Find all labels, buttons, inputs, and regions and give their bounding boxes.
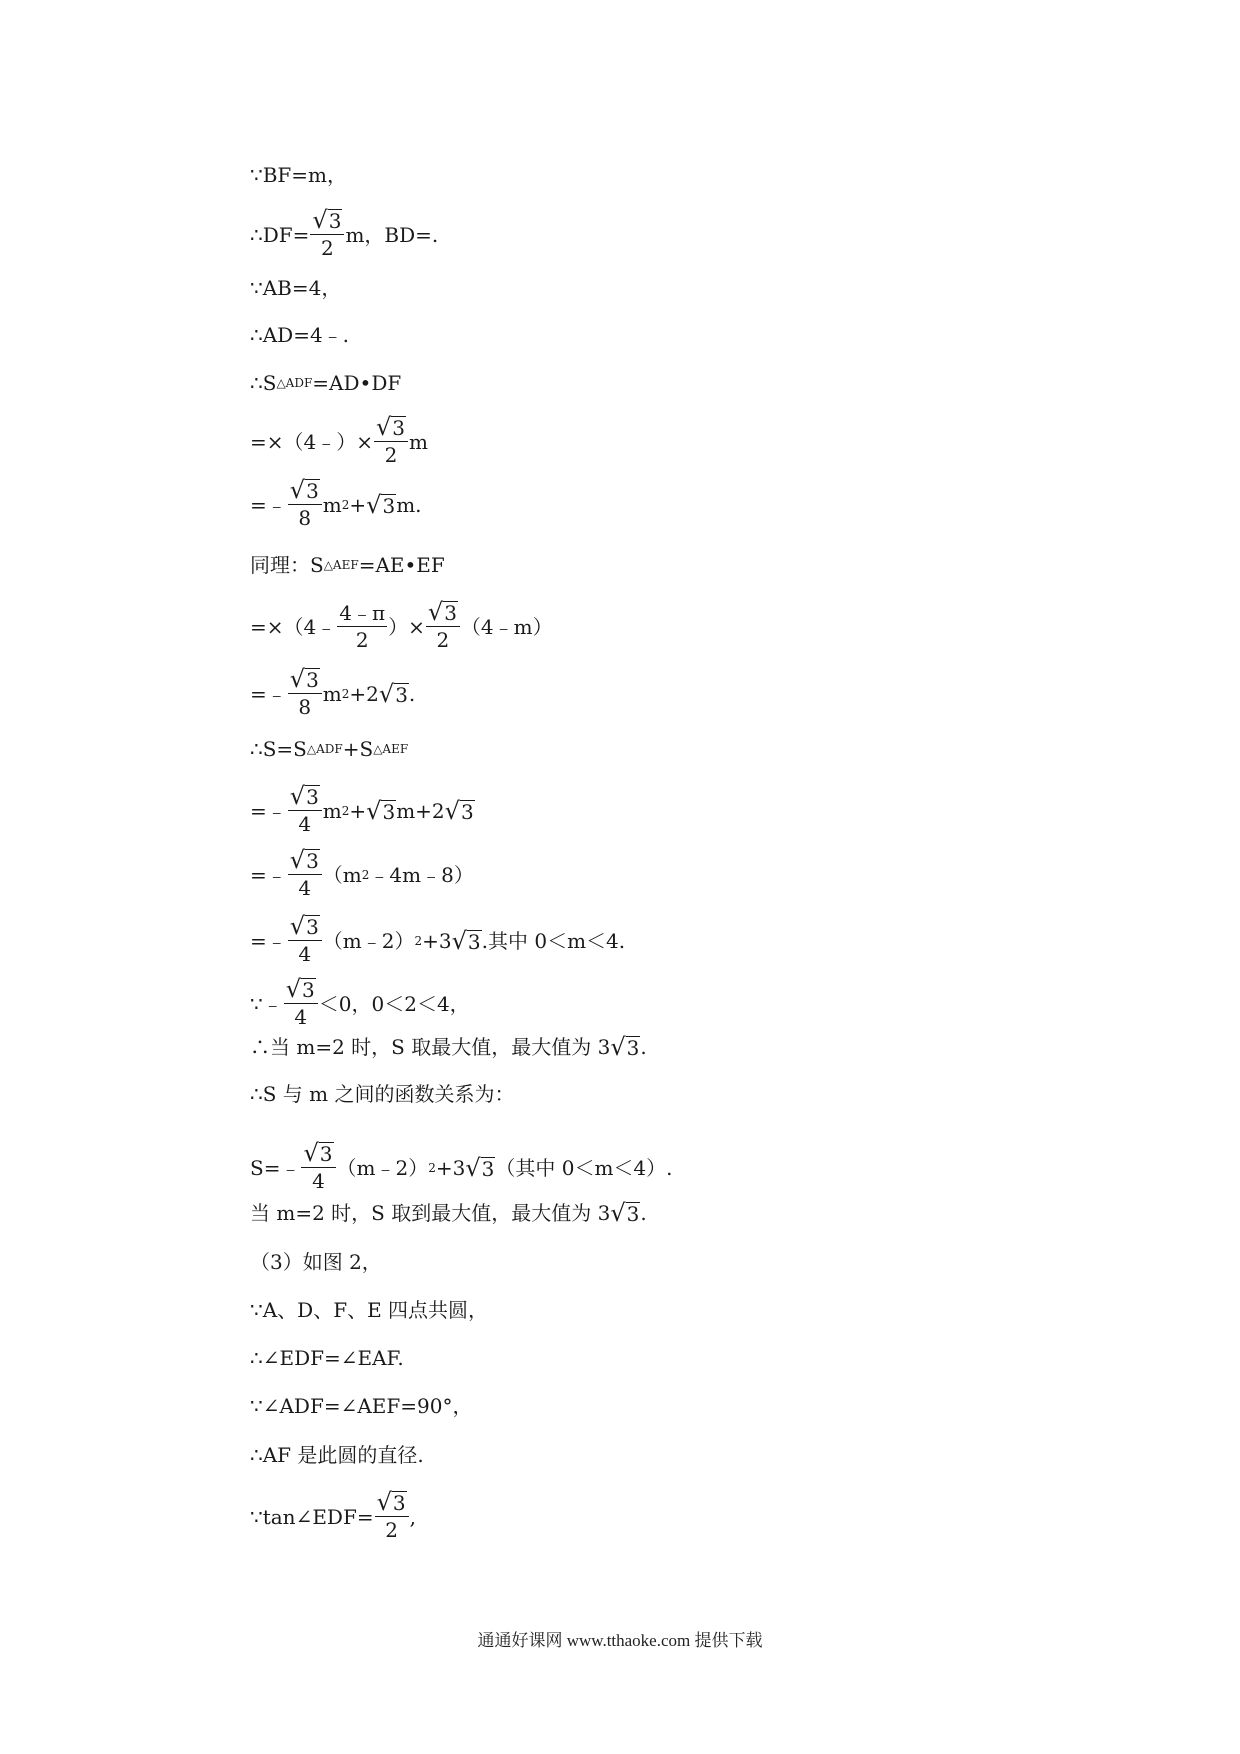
text: ∵A、D、F、E 四点共圆，: [250, 1298, 489, 1322]
radicand: 3: [306, 915, 319, 939]
line-5: [250, 371, 401, 395]
fraction: √ 3 8: [288, 478, 322, 531]
line-17: [250, 1082, 514, 1106]
text: ∴当 m=2 时，S 取最大值，最大值为 3: [250, 1035, 611, 1059]
line-25: [250, 1490, 416, 1543]
fraction: √ 3 4: [288, 848, 322, 901]
line-13: [250, 848, 474, 901]
line-23: [250, 1394, 472, 1418]
page-footer: 通通好课网 www.tthaoke.com 提供下载: [477, 1631, 763, 1650]
superscript: 2: [414, 933, 423, 948]
line-9: [250, 600, 553, 653]
sqrt: √ 3: [610, 1033, 640, 1061]
text: .: [640, 1201, 647, 1225]
radicand: 3: [392, 1491, 406, 1515]
line-18: [250, 1141, 673, 1194]
text: ∵BF=m，: [250, 163, 348, 187]
subscript: △AEF: [323, 558, 359, 572]
superscript: 2: [361, 867, 370, 882]
line-22: [250, 1346, 404, 1370]
superscript: 2: [428, 1160, 436, 1175]
radicand: 3: [306, 668, 319, 692]
subscript: △ADF: [306, 742, 343, 756]
text: ∴DF=: [250, 222, 310, 247]
denominator: 4: [298, 942, 312, 966]
text: +S: [342, 737, 374, 761]
fraction: √ 3 2: [426, 600, 460, 653]
subscript: △ADF: [276, 376, 313, 390]
text: +3: [435, 1155, 466, 1180]
text: ∴S=S: [250, 737, 307, 761]
text: +3: [422, 928, 452, 953]
radicand: 3: [382, 799, 396, 824]
text: ＜0，0＜2＜4，: [318, 991, 470, 1016]
text: m: [409, 429, 428, 454]
text: =AE•EF: [358, 553, 445, 577]
text: （m﹣2）: [322, 928, 415, 953]
denominator: 2: [385, 1518, 398, 1542]
line-2: [250, 208, 438, 261]
fraction: √ 3 4: [288, 914, 322, 967]
radicand: 3: [481, 1156, 495, 1181]
denominator: 2: [384, 443, 398, 467]
superscript: 2: [341, 803, 350, 818]
text: m: [322, 798, 342, 823]
sqrt: √ 3: [378, 679, 408, 708]
text: ∴AF 是此圆的直径.: [250, 1443, 424, 1467]
line-10: [250, 667, 415, 720]
radicand: 3: [319, 1142, 333, 1166]
superscript: 2: [341, 686, 350, 701]
text: m，BD=.: [345, 222, 439, 247]
text: （4﹣m）: [460, 614, 553, 639]
line-7: [250, 478, 422, 531]
radicand: 3: [460, 799, 474, 824]
denominator: 2: [321, 236, 334, 260]
sqrt: √ 3: [451, 926, 481, 955]
text: S=﹣: [250, 1155, 301, 1180]
line-4: [250, 323, 349, 347]
text: ∵AB=4，: [250, 276, 342, 300]
sqrt: √ 3: [610, 1199, 640, 1227]
superscript: 2: [341, 497, 350, 512]
text: ∵tan∠EDF=: [250, 1504, 374, 1529]
numerator: 4﹣π: [339, 601, 386, 625]
radicand: 3: [392, 416, 406, 440]
line-11: [250, 737, 408, 761]
radicand: 3: [626, 1202, 640, 1226]
subscript: △AEF: [373, 742, 409, 756]
text: =×（4﹣）×: [250, 429, 373, 454]
text: ∵﹣: [250, 991, 283, 1016]
radicand: 3: [444, 601, 457, 625]
text: m: [322, 681, 342, 706]
denominator: 2: [436, 628, 450, 652]
text: 同理：S: [250, 553, 324, 577]
radicand: 3: [328, 209, 342, 233]
fraction: √ 3 2: [375, 1490, 409, 1543]
radicand: 3: [306, 785, 319, 809]
line-19: [250, 1201, 647, 1225]
line-21: [250, 1298, 488, 1322]
denominator: 4: [298, 876, 312, 900]
line-6: [250, 415, 428, 468]
text: ）×: [388, 614, 425, 639]
denominator: 4: [294, 1005, 308, 1029]
text: （m﹣2）: [336, 1155, 429, 1180]
line-24: [250, 1443, 424, 1467]
sqrt: √ 3: [444, 796, 474, 825]
fraction: √ 3 8: [288, 667, 322, 720]
denominator: 8: [298, 506, 312, 530]
denominator: 4: [298, 812, 312, 836]
fraction: √ 3 4: [288, 784, 322, 837]
text: =﹣: [250, 798, 287, 823]
radicand: 3: [467, 929, 481, 954]
fraction: √ 3 4: [284, 977, 318, 1030]
radicand: 3: [306, 479, 319, 503]
sqrt: √ 3: [366, 796, 396, 825]
text: +2: [349, 681, 379, 706]
text: =AD•DF: [312, 371, 402, 395]
text: ∴AD=4﹣.: [250, 323, 350, 347]
text: .: [640, 1035, 647, 1059]
text: =﹣: [250, 492, 287, 517]
fraction: √ 3 4: [301, 1141, 335, 1194]
text: （m: [322, 862, 362, 887]
denominator: 8: [298, 695, 312, 719]
fraction: √ 3 2: [310, 208, 344, 261]
sqrt: √ 3: [366, 490, 396, 519]
text: .其中 0＜m＜4.: [481, 928, 626, 953]
line-16: [250, 1035, 647, 1059]
text: =×（4﹣: [250, 614, 337, 639]
denominator: 4: [312, 1169, 325, 1193]
line-15: [250, 977, 470, 1030]
text: m.: [396, 492, 422, 517]
line-14: [250, 914, 625, 967]
text: +: [349, 492, 367, 517]
line-20: [250, 1250, 382, 1274]
text: =﹣: [250, 681, 287, 706]
text: ,: [409, 1504, 416, 1529]
text: .: [408, 681, 416, 706]
text: 当 m=2 时，S 取到最大值，最大值为 3: [250, 1201, 611, 1225]
text: （其中 0＜m＜4）.: [495, 1155, 673, 1180]
text: ∴∠EDF=∠EAF.: [250, 1346, 404, 1370]
line-8: [250, 553, 445, 577]
radicand: 3: [626, 1036, 640, 1060]
radicand: 3: [382, 493, 396, 518]
text: +: [349, 798, 367, 823]
radicand: 3: [306, 849, 319, 873]
line-12: [250, 784, 475, 837]
text: =﹣: [250, 928, 287, 953]
fraction: √ 3 2: [374, 415, 408, 468]
text: =﹣: [250, 862, 287, 887]
text: m+2: [396, 798, 445, 823]
sqrt: √ 3: [465, 1153, 495, 1182]
line-1: [250, 163, 347, 187]
radicand: 3: [302, 978, 315, 1002]
text: ∵∠ADF=∠AEF=90°，: [250, 1394, 473, 1418]
text: m: [322, 492, 342, 517]
radicand: 3: [395, 682, 408, 707]
text: ∴S 与 m 之间的函数关系为：: [250, 1082, 515, 1106]
text: ﹣4m﹣8）: [369, 862, 474, 887]
text: （3）如图 2，: [250, 1250, 382, 1274]
fraction: [337, 600, 387, 653]
denominator: 2: [355, 628, 369, 652]
text: ∴S: [250, 371, 277, 395]
line-3: [250, 276, 341, 300]
